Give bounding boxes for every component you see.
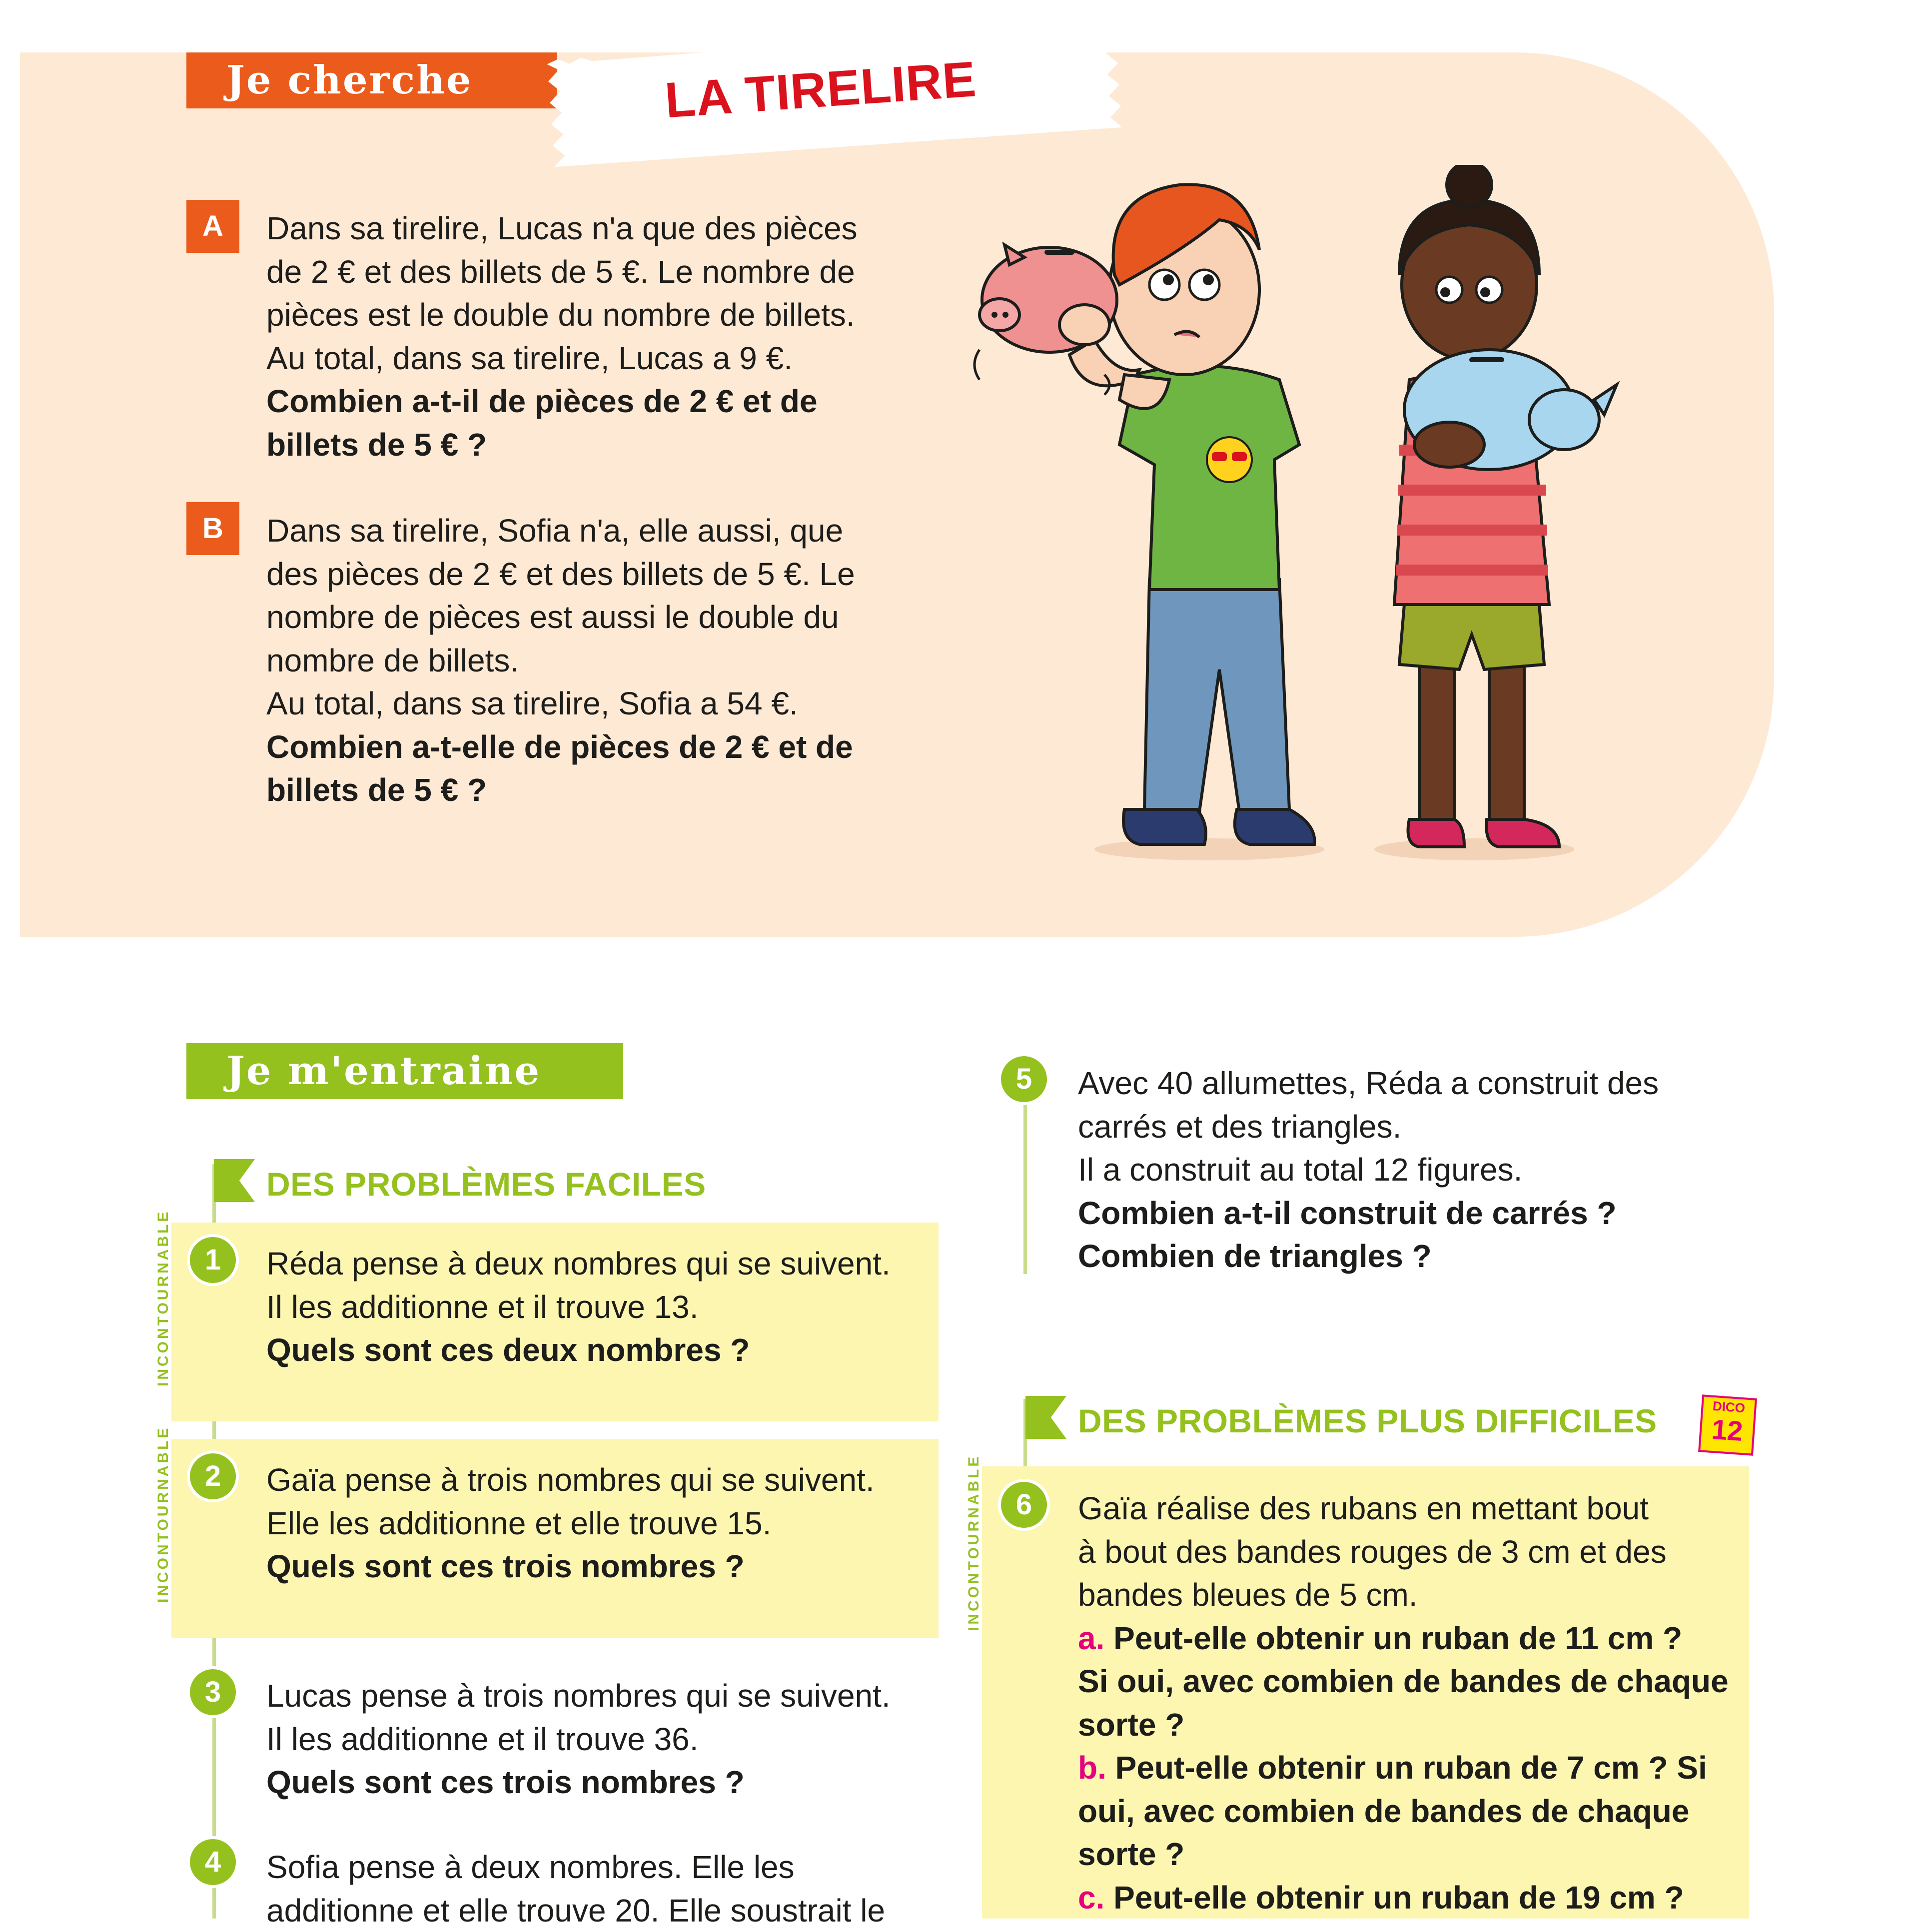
problem-6a-line: sorte ? [1078, 1703, 1743, 1747]
incontournable-label: INCONTOURNABLE [965, 1454, 982, 1631]
problem-4-number: 4 [187, 1836, 239, 1888]
problem-5-line: Il a construit au total 12 figures. [1078, 1148, 1743, 1192]
problem-3 [266, 1674, 931, 1804]
problem-b-line: Dans sa tirelire, Sofia n'a, elle aussi, que [266, 509, 966, 553]
problem-3-question: Quels sont ces trois nombres ? [266, 1761, 931, 1804]
page-title: LA TIRELIRE [663, 46, 1046, 130]
problem-2-number: 2 [187, 1450, 239, 1502]
problem-b-line: nombre de billets. [266, 639, 966, 682]
children-illustration [969, 165, 1629, 874]
problem-a [266, 207, 966, 466]
dico-label: DICO [1703, 1397, 1755, 1417]
problem-5-line: carrés et des triangles. [1078, 1105, 1743, 1149]
problem-6c-letter: c. [1078, 1880, 1104, 1916]
incontournable-label: INCONTOURNABLE [155, 1426, 172, 1603]
problem-b-badge: B [186, 502, 239, 555]
problem-1-line: Il les additionne et il trouve 13. [266, 1286, 931, 1329]
problem-1-number: 1 [187, 1234, 239, 1286]
section-easy-title: DES PROBLÈMES FACILES [266, 1165, 706, 1203]
problem-a-line: pièces est le double du nombre de billets. [266, 293, 966, 337]
problem-5-number: 5 [998, 1053, 1050, 1105]
problem-5-question: Combien de triangles ? [1078, 1235, 1743, 1278]
problem-a-line: Dans sa tirelire, Lucas n'a que des pièces [266, 207, 966, 250]
section-hard-title: DES PROBLÈMES PLUS DIFFICILES [1078, 1402, 1657, 1440]
problem-4-line: Sofia pense à deux nombres. Elle les [266, 1846, 931, 1889]
problem-5-line: Avec 40 allumettes, Réda a construit des [1078, 1062, 1743, 1105]
incontournable-label: INCONTOURNABLE [155, 1210, 172, 1386]
problem-6a-letter: a. [1078, 1620, 1104, 1656]
problem-6b-letter: b. [1078, 1750, 1106, 1786]
problem-6a-text: Peut-elle obtenir un ruban de 11 cm ? [1113, 1620, 1682, 1656]
girl-figure [1394, 165, 1617, 847]
problem-3-line: Il les additionne et il trouve 36. [266, 1718, 931, 1761]
problem-b-question: billets de 5 € ? [266, 768, 966, 812]
problem-3-number: 3 [187, 1666, 239, 1718]
problem-5 [1078, 1062, 1743, 1278]
problem-1 [266, 1242, 931, 1372]
problem-6a [1078, 1617, 1743, 1660]
dico-badge [1698, 1394, 1757, 1455]
problem-6-number: 6 [998, 1479, 1050, 1531]
problem-3-line: Lucas pense à trois nombres qui se suivent. [266, 1674, 931, 1718]
hard-flag-icon [1025, 1396, 1066, 1439]
problem-6b-text: Peut-elle obtenir un ruban de 7 cm ? Si [1115, 1750, 1707, 1786]
problem-2 [266, 1458, 931, 1588]
problem-1-question: Quels sont ces deux nombres ? [266, 1328, 931, 1372]
problem-a-line: Au total, dans sa tirelire, Lucas a 9 €. [266, 337, 966, 380]
problem-6b-line: sorte ? [1078, 1833, 1743, 1876]
problem-b [266, 509, 966, 812]
cherche-tab: Je cherche [186, 52, 557, 108]
problem-4 [266, 1846, 931, 1932]
problem-b-line: Au total, dans sa tirelire, Sofia a 54 €. [266, 682, 966, 725]
problem-6b-line: oui, avec combien de bandes de chaque [1078, 1790, 1743, 1833]
problem-2-line: Gaïa pense à trois nombres qui se suivent. [266, 1458, 931, 1502]
problem-b-line: nombre de pièces est aussi le double du [266, 596, 966, 639]
problem-6-line: bandes bleues de 5 cm. [1078, 1573, 1743, 1617]
problem-6c [1078, 1876, 1743, 1920]
problem-1-line: Réda pense à deux nombres qui se suivent. [266, 1242, 931, 1286]
problem-a-badge: A [186, 200, 239, 253]
easy-flag-icon [214, 1159, 255, 1202]
problem-a-question: billets de 5 € ? [266, 423, 966, 467]
problem-b-question: Combien a-t-elle de pièces de 2 € et de [266, 725, 966, 769]
problem-6c-text: Peut-elle obtenir un ruban de 19 cm ? [1113, 1880, 1684, 1916]
boy-figure [974, 184, 1314, 844]
problem-6-line: Gaïa réalise des rubans en mettant bout [1078, 1487, 1743, 1530]
entraine-tab: Je m'entraine [186, 1043, 623, 1099]
dico-number: 12 [1701, 1413, 1754, 1447]
problem-6-line: à bout des bandes rouges de 3 cm et des [1078, 1530, 1743, 1574]
problem-6a-line: Si oui, avec combien de bandes de chaque [1078, 1660, 1743, 1703]
problem-6 [1078, 1487, 1743, 1919]
problem-6b [1078, 1746, 1743, 1790]
problem-4-line: additionne et elle trouve 20. Elle soustrait le [266, 1889, 931, 1932]
problem-b-line: des pièces de 2 € et des billets de 5 €. Le [266, 553, 966, 596]
problem-2-line: Elle les additionne et elle trouve 15. [266, 1502, 931, 1545]
problem-2-question: Quels sont ces trois nombres ? [266, 1545, 931, 1588]
problem-5-question: Combien a-t-il construit de carrés ? [1078, 1192, 1743, 1235]
problem-a-question: Combien a-t-il de pièces de 2 € et de [266, 380, 966, 423]
problem-a-line: de 2 € et des billets de 5 €. Le nombre de [266, 250, 966, 294]
